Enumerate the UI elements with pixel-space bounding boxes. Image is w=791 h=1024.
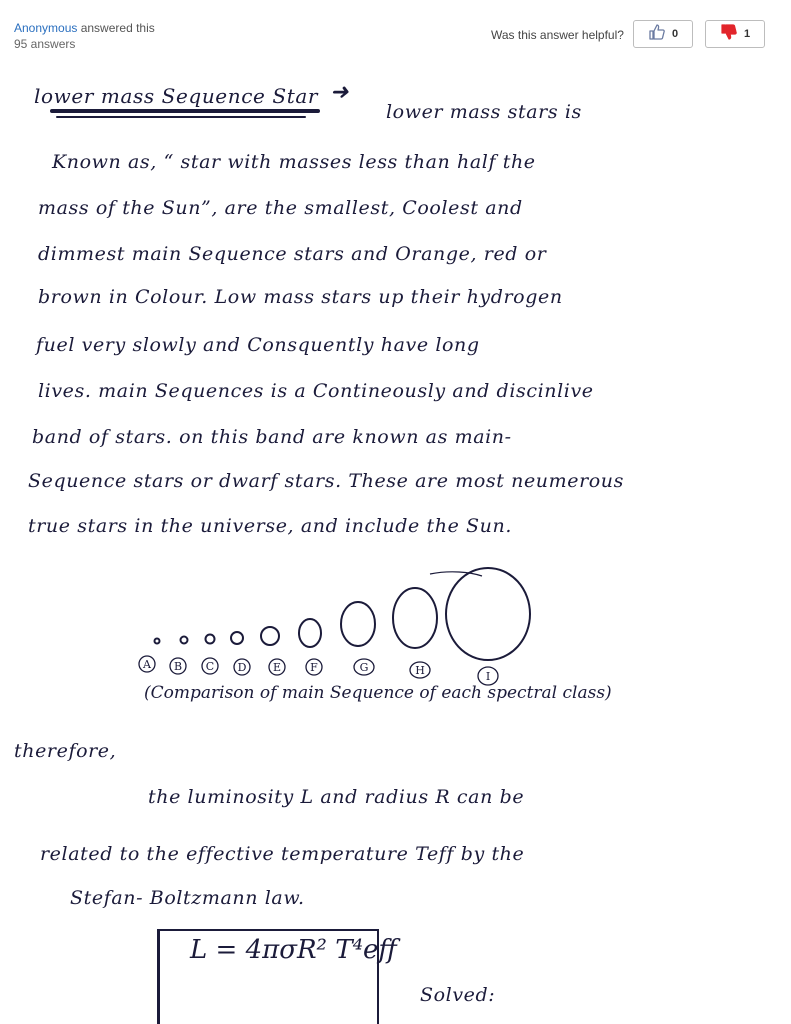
star-circle-e — [261, 627, 279, 645]
answer-line-7: lives. main Sequences is a Contineously and discinlive — [38, 380, 594, 402]
diagram-label-e: E — [272, 661, 282, 674]
downvote-button[interactable] — [705, 20, 765, 48]
answer-line-1: lower mass stars is — [386, 101, 582, 123]
star-circle-a — [155, 639, 160, 644]
therefore-text: therefore, — [14, 740, 117, 762]
answer-line-3: mass of the Sun”, are the smallest, Coolest and — [38, 197, 523, 219]
star-circle-c — [206, 635, 215, 644]
author-link[interactable]: Anonymous — [14, 21, 78, 35]
diagram-label-f: F — [310, 661, 318, 674]
answer-line-2: Known as, “ star with masses less than half the — [52, 151, 536, 173]
answer-count: 95 answers — [14, 37, 76, 51]
heading-text: lower mass Sequence Star — [34, 84, 319, 108]
thumbs-down-icon — [720, 23, 738, 46]
formula-text: L = 4πσR² T⁴eff — [190, 935, 397, 965]
downvote-count: 1 — [743, 28, 751, 40]
helpful-prompt: Was this answer helpful? — [491, 28, 624, 42]
answer-line-6: fuel very slowly and Consquently have long — [36, 334, 480, 356]
heading-arrow: ➜ — [330, 80, 350, 105]
heading-underline-2 — [56, 116, 306, 118]
answered-text: answered this — [77, 21, 155, 35]
answer-line-5: brown in Colour. Low mass stars up their hydrogen — [38, 286, 563, 308]
answer-line-10: true stars in the universe, and include the Sun. — [28, 515, 512, 537]
relation-line-2: related to the effective temperature Teff by the — [40, 843, 525, 865]
relation-line-3: Stefan- Boltzmann law. — [70, 887, 305, 909]
star-circle-b — [181, 637, 188, 644]
answer-line-8: band of stars. on this band are known as main- — [32, 426, 512, 448]
relation-line-1: the luminosity L and radius R can be — [148, 786, 525, 808]
answer-line-9: Sequence stars or dwarf stars. These are most neumerous — [28, 470, 624, 492]
thumbs-up-icon — [648, 23, 666, 46]
solved-text: Solved: — [420, 984, 496, 1006]
star-comparison-diagram — [130, 560, 690, 730]
star-circle-i — [446, 568, 530, 660]
star-circle-f — [299, 619, 321, 647]
answer-meta — [14, 20, 155, 52]
upvote-button[interactable] — [633, 20, 693, 48]
heading-underline — [50, 109, 320, 113]
diagram-label-b: B — [173, 660, 183, 673]
diagram-label-c: C — [205, 660, 215, 673]
upvote-count: 0 — [671, 28, 679, 40]
diagram-label-i: I — [485, 670, 491, 683]
star-circle-h — [393, 588, 437, 648]
diagram-label-g: G — [359, 661, 369, 674]
diagram-label-h: H — [415, 664, 425, 677]
star-circle-g — [341, 602, 375, 646]
diagram-label-d: D — [237, 661, 247, 674]
diagram-label-a: A — [143, 658, 151, 671]
answer-line-4: dimmest main Sequence stars and Orange, red or — [38, 243, 547, 265]
star-circle-d — [231, 632, 243, 644]
diagram-caption: (Comparison of main Sequence of each spectral class) — [144, 683, 612, 703]
